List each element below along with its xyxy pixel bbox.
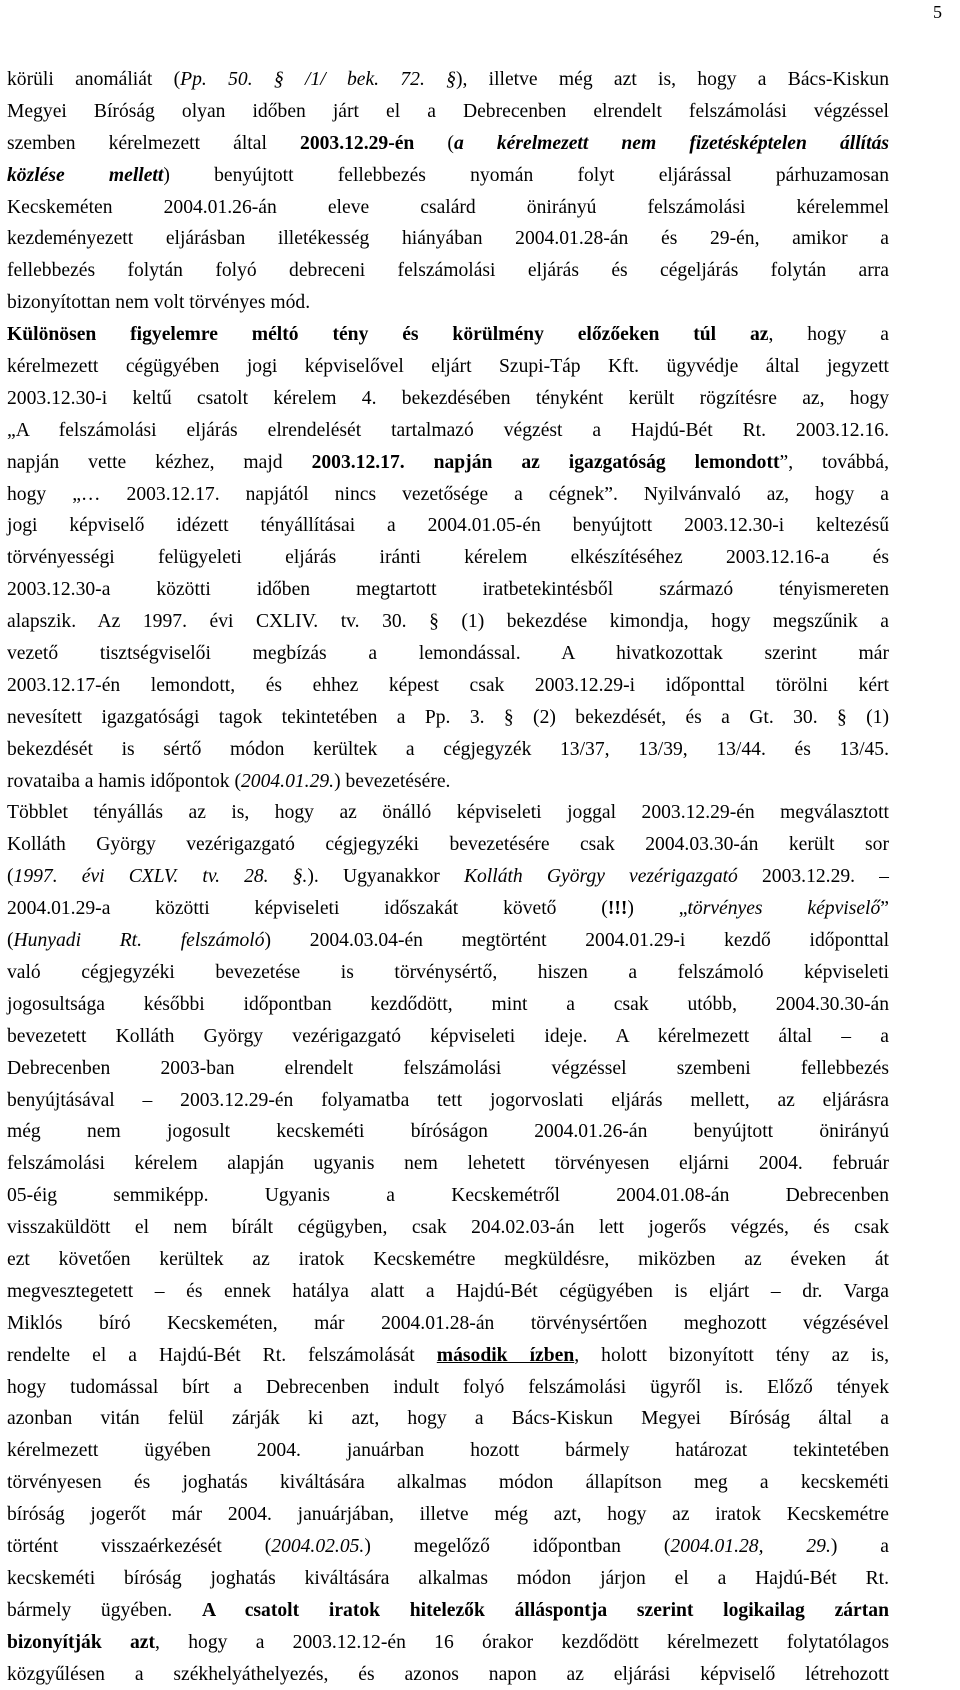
text-segment: jogi képviselő idézett tényállításai a 2004.01.05-én benyújtott 2003.12.30-i keltezésű xyxy=(7,515,889,537)
text-line xyxy=(7,1276,889,1308)
text-line xyxy=(7,1212,889,1244)
text-line xyxy=(7,829,889,861)
text-segment: bíróság jogerőt már 2004. januárjában, illetve még azt, hogy az iratok Kecskemétre xyxy=(7,1504,889,1526)
text-segment: közgyűlésen a székhelyáthelyezés, és azonos napon az eljárási képviselő létrehozott xyxy=(7,1663,889,1685)
text-segment: megvesztegetett – és ennek hatálya alatt a Hajdú-Bét cégügyében is eljárt – dr. Varga xyxy=(7,1280,889,1302)
text-segment: való cégjegyzéki bevezetése is törvénysértő, hiszen a felszámoló képviseleti xyxy=(7,961,889,983)
text-segment: kérelmezett cégügyében jogi képviselővel eljárt Szupi-Táp Kft. ügyvédje által jegyzett xyxy=(7,356,889,378)
text-segment: 2004.01.29-a közötti képviseleti időszakát követő ( xyxy=(7,898,608,920)
text-segment: bizonyítják azt xyxy=(7,1631,156,1653)
text-segment: ), illetve még azt is, hogy a Bács-Kiskun xyxy=(455,69,890,90)
text-line xyxy=(7,1021,889,1053)
text-segment: rovataiba a hamis időpontok ( xyxy=(7,770,241,792)
text-segment: 2003.12.29-én xyxy=(300,132,415,154)
text-segment: Különösen figyelemre méltó tény és körülmény előzőeken túl az xyxy=(7,324,769,346)
text-segment: bizonyítottan nem volt törvényes mód. xyxy=(7,292,311,314)
text-segment: törvényesen és joghatás kiváltására alkalmas módon állapítson meg a kecskeméti xyxy=(7,1472,889,1494)
text-line xyxy=(7,638,889,670)
text-segment: ( xyxy=(414,132,454,154)
text-segment: 2003.12.17-én lemondott, és ehhez képest csak 2003.12.29-i időponttal törölni kért xyxy=(7,674,889,696)
text-line xyxy=(7,1340,889,1372)
text-segment: 2003.12.30-i keltű csatolt kérelem 4. bekezdésében tényként került rögzítésre az, hogy xyxy=(7,387,889,409)
text-segment: kérelmezett ügyében 2004. januárban hozott bármely határozat tekintetében xyxy=(7,1440,889,1462)
text-segment: visszaküldött el nem bírált cégügyben, csak 204.02.03-án lett jogerős végzés, és csak xyxy=(7,1217,889,1239)
text-segment: 1997. évi CXLV. tv. 28. §. xyxy=(13,866,308,888)
text-segment: törvényességi felügyeleti eljárás iránti kérelem elkészítéséhez 2003.12.16-a és xyxy=(7,547,889,569)
text-line xyxy=(7,1085,889,1117)
text-line xyxy=(7,1499,889,1531)
text-segment: , hogy a xyxy=(768,324,889,346)
text-segment: Kolláth György vezérigazgató xyxy=(463,866,738,888)
text-line xyxy=(7,989,889,1021)
text-segment: 2003.12.17. xyxy=(311,451,405,473)
text-line xyxy=(7,447,889,479)
text-line xyxy=(7,96,889,128)
text-line xyxy=(7,861,889,893)
text-line xyxy=(7,1180,889,1212)
text-segment: ) bevezetésére. xyxy=(334,770,451,792)
text-segment: ) megelőző időpontban ( xyxy=(364,1535,671,1557)
text-segment: ) benyújtott fellebbezés nyomán folyt eljárással párhuzamosan xyxy=(163,164,889,186)
text-segment: közlése mellett xyxy=(7,164,164,186)
text-segment: még nem jogosult kecskeméti bíróságon 2004.01.26-án benyújtott önirányú xyxy=(7,1121,889,1143)
text-line xyxy=(7,223,889,255)
text-line xyxy=(7,319,889,351)
text-segment: !!! xyxy=(607,898,628,920)
text-segment: nevesített igazgatósági tagok tekintetében a Pp. 3. § (2) bekezdését, és a Gt. 30. § (1) xyxy=(7,706,889,728)
text-line xyxy=(7,542,889,574)
text-line xyxy=(7,192,889,224)
text-line xyxy=(7,351,889,383)
text-line xyxy=(7,1244,889,1276)
text-segment: történt visszaérkezését ( xyxy=(7,1535,272,1557)
text-line xyxy=(7,925,889,957)
text-segment: Miklós bíró Kecskeméten, már 2004.01.28-án törvénysértően meghozott végzésével xyxy=(7,1312,889,1334)
text-segment: Debrecenben 2003-ban elrendelt felszámolási végzéssel szembeni fellebbezés xyxy=(7,1057,889,1079)
text-line xyxy=(7,415,889,447)
text-line xyxy=(7,1627,889,1659)
text-line xyxy=(7,797,889,829)
text-segment: ”, továbbá, xyxy=(779,451,889,473)
text-segment: Kolláth György vezérigazgató cégjegyzéki bevezetésére csak 2004.03.30-án került sor xyxy=(7,834,889,856)
text-segment: kecskeméti bíróság joghatás kiváltására alkalmas módon járjon el a Hajdú-Bét Rt. xyxy=(7,1567,889,1589)
text-line xyxy=(7,287,889,319)
page-number: 5 xyxy=(933,2,942,22)
text-segment: 2004.01.28, 29. xyxy=(670,1535,831,1557)
text-segment: második ízben xyxy=(436,1344,575,1366)
text-line xyxy=(7,1403,889,1435)
text-line xyxy=(7,64,889,96)
text-segment: , hogy a 2003.12.12-én 16 órakor kezdődött kérelmezett folytatólagos xyxy=(155,1631,889,1653)
text-segment: ” xyxy=(880,898,889,920)
text-segment: 2003.12.30-a közötti időben megtartott iratbetekintésből származó tényismereten xyxy=(7,579,889,601)
text-line xyxy=(7,1563,889,1595)
text-segment: hogy tudomással bírt a Debrecenben indult folyó felszámolási ügyről is. Előző tények xyxy=(7,1376,889,1398)
text-segment xyxy=(405,452,434,473)
text-segment: vezető tisztségviselői megbízás a lemondással. A hivatkozottak szerint már xyxy=(7,643,889,665)
text-segment: napján az igazgatóság lemondott xyxy=(433,451,780,473)
text-segment: napján vette kézhez, majd xyxy=(7,451,312,473)
text-segment: felszámolási kérelem alapján ugyanis nem lehetett törvényesen eljárni 2004. február xyxy=(7,1153,889,1175)
text-segment: bekezdését is sértő módon kerültek a cégjegyzék 13/37, 13/39, 13/44. és 13/45. xyxy=(7,738,889,760)
text-line xyxy=(7,1116,889,1148)
text-segment: Hunyadi Rt. felszámoló xyxy=(13,930,265,952)
text-line xyxy=(7,383,889,415)
text-segment: 2004.02.05. xyxy=(271,1535,365,1557)
text-line xyxy=(7,766,889,798)
text-segment: szemben kérelmezett által xyxy=(7,132,301,154)
text-segment: kezdeményezett eljárásban illetékesség hiányában 2004.01.28-án és 29-én, amikor a xyxy=(7,228,889,250)
text-line xyxy=(7,1531,889,1563)
text-segment: benyújtásával – 2003.12.29-én folyamatba tett jogorvoslati eljárás mellett, az eljárásra xyxy=(7,1089,889,1111)
text-line xyxy=(7,255,889,287)
text-segment: körüli anomáliát ( xyxy=(7,69,181,90)
text-segment: ( xyxy=(7,866,14,888)
text-line xyxy=(7,510,889,542)
text-segment: ( xyxy=(7,930,14,952)
text-segment: ). Ugyanakkor xyxy=(307,866,464,888)
document-body-text xyxy=(7,64,889,1690)
text-segment: Megyei Bíróság olyan időben járt el a Debrecenben elrendelt felszámolási végzéssel xyxy=(7,100,889,122)
text-segment: 2004.01.29. xyxy=(240,770,335,792)
text-segment: , holott bizonyított tény az is, xyxy=(574,1344,890,1366)
text-line xyxy=(7,957,889,989)
text-segment: hogy „… 2003.12.17. napjától nincs vezetősége a cégnek”. Nyilvánvaló az, hogy a xyxy=(7,483,889,505)
text-segment: jogosultsága későbbi időpontban kezdődött, mint a csak utóbb, 2004.30.30-án xyxy=(7,993,889,1015)
text-segment: ) „ xyxy=(627,898,688,920)
text-segment: bármely ügyében. xyxy=(7,1599,202,1621)
text-line xyxy=(7,128,889,160)
text-line xyxy=(7,1435,889,1467)
text-segment: törvényes képviselő xyxy=(687,898,881,920)
text-segment: 2003.12.29. – xyxy=(737,866,889,888)
text-segment: ezt követően kerültek az iratok Kecskemétre megküldésre, miközben az éveken át xyxy=(7,1248,889,1270)
text-line xyxy=(7,1148,889,1180)
text-segment: alapszik. Az 1997. évi CXLIV. tv. 30. § (1) bekezdése kimondja, hogy megszűnik a xyxy=(7,611,889,633)
text-line xyxy=(7,1053,889,1085)
text-segment: rendelte el a Hajdú-Bét Rt. felszámolását xyxy=(7,1344,437,1366)
text-segment: „A felszámolási eljárás elrendelését tartalmazó végzést a Hajdú-Bét Rt. 2003.12.16. xyxy=(7,419,889,441)
text-segment: 05-éig semmiképp. Ugyanis a Kecskemétről 2004.01.08-án Debrecenben xyxy=(7,1185,889,1207)
text-segment: A csatolt iratok hitelezők álláspontja szerint logikailag zártan xyxy=(201,1599,889,1621)
text-segment: Pp. 50. § /1/ bek. 72. § xyxy=(180,69,456,90)
text-line xyxy=(7,734,889,766)
text-line xyxy=(7,574,889,606)
text-segment: ) 2004.03.04-én megtörtént 2004.01.29-i kezdő időponttal xyxy=(264,930,890,952)
text-line xyxy=(7,479,889,511)
text-line xyxy=(7,1595,889,1627)
text-line xyxy=(7,1372,889,1404)
text-segment: Kecskeméten 2004.01.26-án eleve csalárd önirányú felszámolási kérelemmel xyxy=(7,196,889,218)
text-line xyxy=(7,1308,889,1340)
text-segment: bevezetett Kolláth György vezérigazgató képviseleti ideje. A kérelmezett által – a xyxy=(7,1025,889,1047)
text-line xyxy=(7,1467,889,1499)
text-segment: fellebbezés folytán folyó debreceni felszámolási eljárás és cégeljárás folytán arra xyxy=(7,260,889,282)
text-line xyxy=(7,1659,889,1690)
text-segment: azonban vitán felül zárják ki azt, hogy a Bács-Kiskun Megyei Bíróság által a xyxy=(7,1408,889,1430)
text-line xyxy=(7,893,889,925)
text-segment: a kérelmezett nem fizetésképtelen állítás xyxy=(453,132,889,154)
text-line xyxy=(7,160,889,192)
text-line xyxy=(7,606,889,638)
text-line xyxy=(7,702,889,734)
text-segment: Többlet tényállás az is, hogy az önálló képviseleti joggal 2003.12.29-én megválasztott xyxy=(7,802,889,824)
text-line xyxy=(7,670,889,702)
text-segment: ) a xyxy=(830,1535,889,1557)
